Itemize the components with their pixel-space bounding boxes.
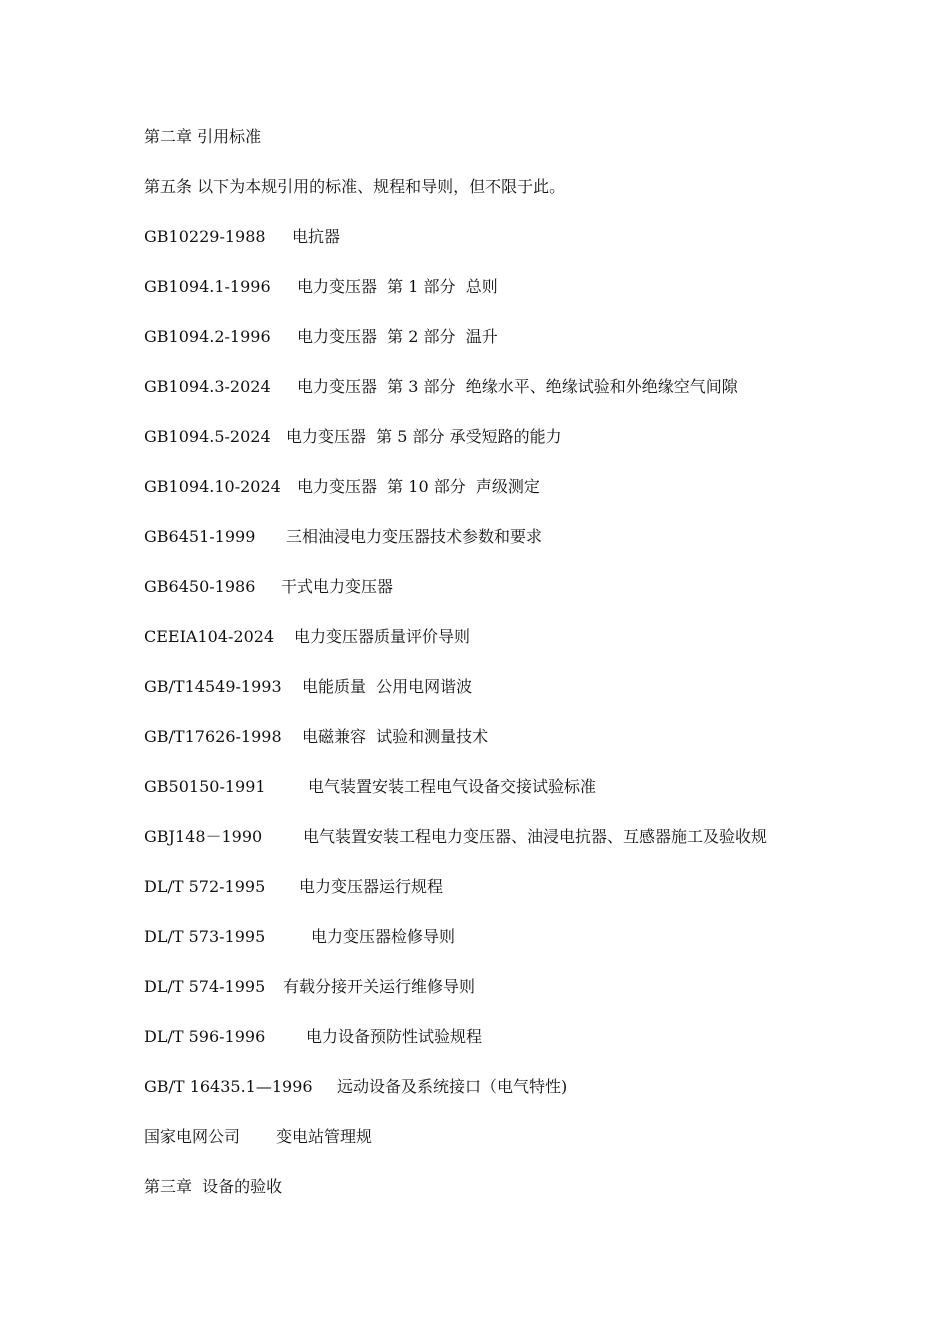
- standard-code: GB1094.2-1996: [144, 327, 271, 346]
- standard-entry: [144, 876, 443, 898]
- standard-name: 电力变压器质量评价导则: [294, 627, 471, 646]
- standard-entry: [144, 326, 498, 348]
- standard-name: 电能质量 公用电网谐波: [302, 677, 473, 696]
- standard-entry: [144, 376, 738, 398]
- chapter-2-title: 第二章 引用标准: [144, 127, 262, 146]
- standard-code: 国家电网公司: [144, 1127, 241, 1146]
- standard-entry: [144, 526, 542, 548]
- standard-code: GB50150-1991: [144, 777, 266, 796]
- standard-name: 电磁兼容 试验和测量技术: [302, 727, 489, 746]
- standard-entry: [144, 676, 472, 698]
- standard-code: GB/T17626-1998: [144, 727, 282, 746]
- standard-code: GB1094.1-1996: [144, 277, 271, 296]
- standard-code: GB6450-1986: [144, 577, 256, 596]
- standard-name: 电气装置安装工程电力变压器、油浸电抗器、互感器施工及验收规: [303, 827, 768, 846]
- standard-name: 电力变压器 第 5 部分 承受短路的能力: [286, 427, 562, 446]
- standard-entry: [144, 1126, 372, 1148]
- standard-code: CEEIA104-2024: [144, 627, 275, 646]
- standard-code: DL/T 573-1995: [144, 927, 266, 946]
- standard-entry: [144, 726, 488, 748]
- chapter-3-title: 第三章 设备的验收: [144, 1177, 283, 1196]
- standard-code: GB6451-1999: [144, 527, 256, 546]
- standard-code: GB1094.10-2024: [144, 477, 281, 496]
- standard-name: 远动设备及系统接口（电气特性): [337, 1077, 568, 1096]
- standard-name: 电力变压器 第 1 部分 总则: [297, 277, 498, 296]
- standard-entry: [144, 976, 475, 998]
- standard-code: GBJ148－1990: [144, 827, 263, 846]
- standard-code: DL/T 596-1996: [144, 1027, 266, 1046]
- standard-name: 干式电力变压器: [281, 577, 394, 596]
- standard-code: GB10229-1988: [144, 227, 266, 246]
- standard-name: 电力变压器运行规程: [299, 877, 444, 896]
- standard-entry: [144, 476, 540, 498]
- standard-name: 电力设备预防性试验规程: [306, 1027, 483, 1046]
- standard-entry: [144, 926, 455, 948]
- standard-entry: [144, 576, 393, 598]
- standard-entry: [144, 826, 767, 848]
- standard-entry: [144, 276, 498, 298]
- standard-name: 变电站管理规: [276, 1127, 373, 1146]
- standard-code: GB1094.3-2024: [144, 377, 271, 396]
- standard-code: DL/T 574-1995: [144, 977, 266, 996]
- standard-entry: [144, 426, 562, 448]
- article-5-text: 第五条 以下为本规引用的标准、规程和导则，但不限于此。: [144, 177, 566, 196]
- standard-entry: [144, 226, 340, 248]
- standard-code: GB1094.5-2024: [144, 427, 271, 446]
- standard-entry: [144, 1026, 482, 1048]
- standard-name: 有载分接开关运行维修导则: [283, 977, 476, 996]
- standard-name: 电力变压器检修导则: [311, 927, 456, 946]
- standard-code: GB/T14549-1993: [144, 677, 282, 696]
- standard-entry: [144, 1076, 567, 1098]
- standard-entry: [144, 626, 470, 648]
- standard-code: DL/T 572-1995: [144, 877, 266, 896]
- standard-name: 电气装置安装工程电气设备交接试验标准: [308, 777, 597, 796]
- standard-code: GB/T 16435.1—1996: [144, 1077, 313, 1096]
- standard-name: 电力变压器 第 10 部分 声级测定: [297, 477, 540, 496]
- standard-name: 电力变压器 第 2 部分 温升: [297, 327, 498, 346]
- standard-name: 电抗器: [292, 227, 341, 246]
- standard-name: 三相油浸电力变压器技术参数和要求: [286, 527, 543, 546]
- standard-name: 电力变压器 第 3 部分 绝缘水平、绝缘试验和外绝缘空气间隙: [297, 377, 738, 396]
- standard-entry: [144, 776, 596, 798]
